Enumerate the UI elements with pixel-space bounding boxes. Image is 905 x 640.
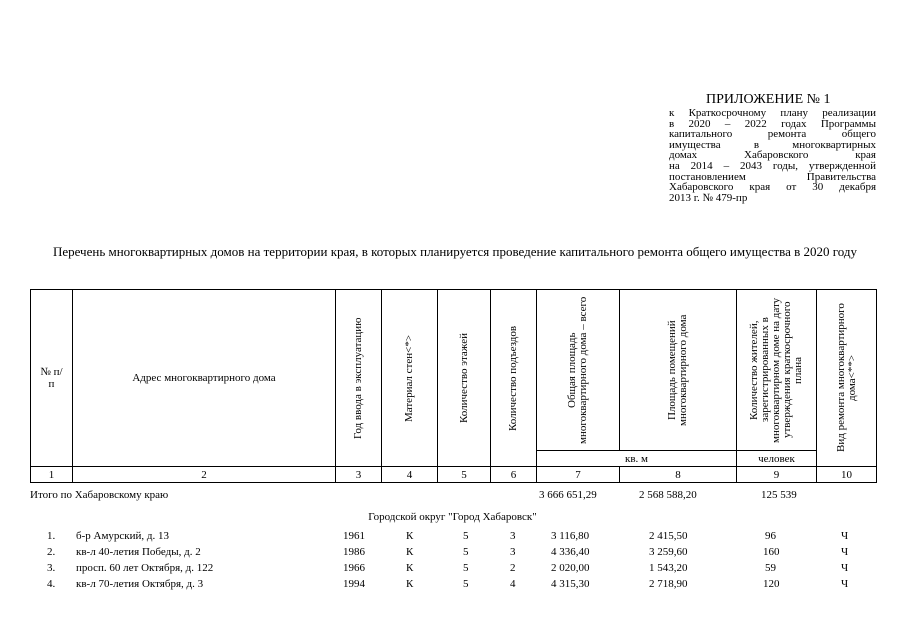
table-row — [30, 578, 876, 594]
row-material: К — [406, 578, 414, 590]
row-address: б-р Амурский, д. 13 — [76, 530, 170, 542]
total-premises-value: 2 568 588,20 — [639, 489, 697, 501]
header-entrances: Количество подъездов — [491, 290, 537, 467]
row-material: К — [406, 546, 414, 558]
row-material: К — [406, 562, 414, 574]
appendix-line: капитального ремонта общего — [669, 128, 876, 141]
header-residents: Количество жителей, зарегистрированных в многоквартирном доме на дату утверждения краткосрочного плана — [737, 290, 817, 451]
row-repair: Ч — [841, 530, 849, 542]
total-residents-value: 125 539 — [761, 489, 797, 501]
total-row — [30, 489, 876, 505]
appendix-title: ПРИЛОЖЕНИЕ № 1 — [706, 92, 831, 107]
col-number: 7 — [537, 467, 620, 483]
total-area-value: 3 666 651,29 — [539, 489, 597, 501]
row-premises-area: 2 718,90 — [649, 578, 688, 590]
row-repair: Ч — [841, 562, 849, 574]
row-total-area: 2 020,00 — [551, 562, 590, 574]
row-num: 4. — [47, 578, 56, 590]
row-year: 1986 — [343, 546, 365, 558]
header-year: Год ввода в эксплуатацию — [336, 290, 382, 467]
row-floors: 5 — [463, 546, 469, 558]
row-premises-area: 2 415,50 — [649, 530, 688, 542]
appendix-line: Хабаровского края от 30 декабря — [669, 181, 876, 194]
row-num: 3. — [47, 562, 56, 574]
row-residents: 120 — [763, 578, 780, 590]
appendix-line: постановлением Правительства — [669, 170, 876, 183]
row-num: 2. — [47, 546, 56, 558]
col-number: 1 — [31, 467, 73, 483]
header-total-area: Общая площадь многоквартирного дома – всего — [537, 290, 620, 451]
appendix-line: на 2014 – 2043 годы, утвержденной — [669, 159, 876, 172]
row-entrances: 3 — [510, 530, 516, 542]
col-number: 3 — [336, 467, 382, 483]
row-premises-area: 1 543,20 — [649, 562, 688, 574]
table-row — [30, 546, 876, 562]
total-label: Итого по Хабаровскому краю — [30, 489, 169, 501]
header-material: Материал стен<*> — [382, 290, 438, 467]
appendix-line: домах Хабаровского края — [669, 149, 876, 162]
col-number: 5 — [438, 467, 491, 483]
row-repair: Ч — [841, 578, 849, 590]
row-material: К — [406, 530, 414, 542]
row-residents: 96 — [765, 530, 776, 542]
header-num: № п/п — [31, 290, 73, 467]
row-residents: 160 — [763, 546, 780, 558]
appendix-line: имущества в многоквартирных — [669, 138, 876, 151]
col-number: 6 — [491, 467, 537, 483]
row-entrances: 3 — [510, 546, 516, 558]
col-number: 4 — [382, 467, 438, 483]
appendix-line: в 2020 – 2022 годах Программы — [669, 117, 876, 130]
row-entrances: 4 — [510, 578, 516, 590]
row-year: 1994 — [343, 578, 365, 590]
row-address: просп. 60 лет Октября, д. 122 — [76, 562, 214, 574]
appendix-line: к Краткосрочному плану реализации — [669, 107, 876, 119]
header-address: Адрес многоквартирного дома — [73, 290, 336, 467]
document-title: Перечень многоквартирных домов на территории края, в которых планируется проведение капитального ремонта общего имущества в 2020 году — [52, 244, 858, 259]
table-row — [30, 530, 876, 546]
row-year: 1961 — [343, 530, 365, 542]
row-premises-area: 3 259,60 — [649, 546, 688, 558]
row-floors: 5 — [463, 530, 469, 542]
header-premises-area: Площадь помещений многоквартирного дома — [620, 290, 737, 451]
row-floors: 5 — [463, 562, 469, 574]
col-number: 2 — [73, 467, 336, 483]
unit-area: кв. м — [537, 451, 737, 467]
row-total-area: 3 116,80 — [551, 530, 590, 542]
row-num: 1. — [47, 530, 56, 542]
row-year: 1966 — [343, 562, 365, 574]
row-total-area: 4 315,30 — [551, 578, 590, 590]
row-address: кв-л 40-летия Победы, д. 2 — [76, 546, 201, 558]
col-number: 8 — [620, 467, 737, 483]
appendix-line: 2013 г. № 479-пр — [669, 191, 748, 204]
unit-people: человек — [737, 451, 817, 467]
houses-table — [30, 289, 877, 483]
header-floors: Количество этажей — [438, 290, 491, 467]
row-residents: 59 — [765, 562, 776, 574]
col-number: 10 — [817, 467, 877, 483]
row-total-area: 4 336,40 — [551, 546, 590, 558]
col-number: 9 — [737, 467, 817, 483]
row-floors: 5 — [463, 578, 469, 590]
row-repair: Ч — [841, 546, 849, 558]
header-repair-type: Вид ремонта многоквартирного дома<**> — [817, 290, 877, 467]
table-row — [30, 562, 876, 578]
district-heading: Городской округ "Город Хабаровск" — [368, 511, 537, 523]
row-address: кв-л 70-летия Октября, д. 3 — [76, 578, 204, 590]
appendix-text — [669, 108, 876, 203]
row-entrances: 2 — [510, 562, 516, 574]
